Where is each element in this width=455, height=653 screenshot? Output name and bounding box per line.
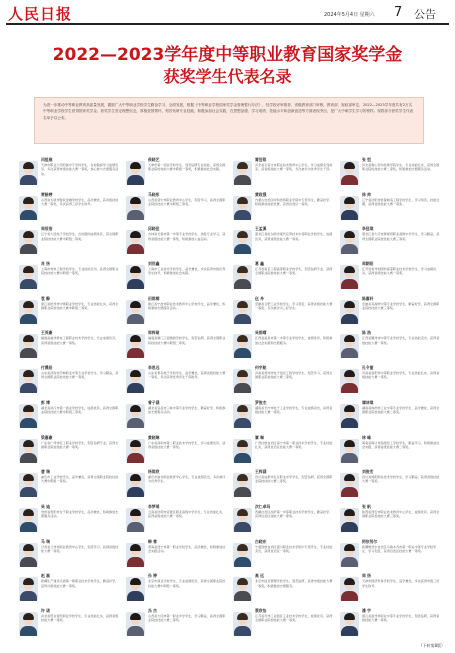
- student-name: 刘世鑫: [148, 261, 160, 267]
- student-bio: 浙江省杭州市中策职业学校学生，专业技能扎实，获得全国职业院校技能大赛中职组二等奖。: [41, 301, 119, 311]
- student-entry: [230, 502, 337, 537]
- student-photo: [233, 161, 252, 185]
- intro-paragraph: 为进一步推动中等职业教育高质量发展，激励广大中等职业学校学生勤奋学习、全面发展，根据《中等职业学校国家奖学金管理暂行办法》，经学校评审推荐、省级教育部门审核，教育部、财政部审定，2022—2023学年度共有2万名中等职业学校学生获得国家奖学金。获奖学生坚定理想信念，厚植爱国情怀，刻苦钻研专业技能，积极参加社会实践，在思想品德、学习成绩、技能水平和创新创造等方面表现突出，是广大中职学生学习的榜样。现将部分获奖学生代表名单予以公布。: [34, 97, 424, 144]
- student-photo: [340, 369, 359, 393]
- student-photo: [233, 334, 252, 358]
- student-name: 刘俊宏: [362, 469, 374, 475]
- student-photo: [126, 612, 145, 636]
- student-entry: [16, 259, 123, 294]
- student-name: 吴 迪: [41, 503, 50, 509]
- student-photo: [233, 196, 252, 220]
- student-entry: [16, 224, 123, 259]
- student-bio: 安徽省芜湖市中等专业学校学生，勤奋好学，获得全国职业院校技能大赛三等奖。: [362, 301, 440, 311]
- student-entry: [337, 224, 444, 259]
- student-entry: [123, 224, 230, 259]
- student-photo: [233, 473, 252, 497]
- student-entry: [123, 606, 230, 641]
- student-name: 阿依努尔: [362, 538, 378, 544]
- student-photo: [19, 334, 38, 358]
- student-bio: 山西省大同市第一职业中学学生，学习勤奋，获得全国职业院校技能大赛二等奖。: [148, 613, 226, 623]
- student-name: 白晓东: [255, 538, 267, 544]
- student-entry: [337, 328, 444, 363]
- student-name: 彭 博: [41, 399, 50, 405]
- student-name: 谭诗琪: [362, 399, 374, 405]
- student-photo: [340, 612, 359, 636]
- student-photo: [19, 577, 38, 601]
- student-bio: 黑龙江省大庆市蒙妮坦职业高级中学学生，学习勤奋，获得全国职业院校技能大赛三等奖。: [362, 232, 440, 241]
- student-bio: 上海市工业技术学校学生，品学兼优，多次获得市级优秀学生称号，积极参加社会实践。: [148, 267, 226, 276]
- student-entry: [230, 433, 337, 468]
- student-photo: [126, 508, 145, 532]
- student-bio: 安徽省合肥工业学校学生，学习刻苦，获得省级技能大赛一等奖，多次被评为三好学生。: [255, 301, 333, 311]
- student-bio: 辽宁省沈阳市装备制造工程学校学生，学习刻苦，技能过硬，获得省级技能大赛一等奖。: [362, 197, 440, 206]
- section-name: 公告: [414, 8, 436, 21]
- student-entry: [230, 537, 337, 572]
- student-bio: 新疆维吾尔自治区乌鲁木齐市第一职业中等专业学校学生，学习刻苦，获得自治区技能大赛一等奖。: [362, 544, 437, 553]
- student-entry: [230, 606, 337, 641]
- student-photo: [19, 265, 38, 289]
- student-name: 何宇航: [255, 365, 267, 371]
- student-entry: [123, 363, 230, 398]
- student-bio: 北京市商业学校学生，专业成绩优异，获得全国职业院校技能大赛中职组一等奖。: [148, 579, 226, 588]
- student-entry: [230, 155, 337, 190]
- student-name: 张 恒: [362, 157, 371, 162]
- student-entry: [123, 502, 230, 537]
- student-bio: 浙江省温州市职业中等专业学校学生，刻苦钻研，获得省级技能大赛一等奖。: [362, 613, 440, 623]
- student-bio: 湖南省株洲市工业中等专业学校学生，品学兼优，获得全国职业院校技能大赛二等奖。: [362, 405, 440, 415]
- headline-line-2: 获奖学生代表名录: [163, 67, 292, 86]
- student-name: 覃 琳: [255, 434, 264, 440]
- student-name: 黄晓琳: [148, 434, 160, 440]
- student-entry: [337, 433, 444, 468]
- student-name: 孔令萱: [362, 365, 374, 371]
- student-name: 曾子涵: [148, 399, 160, 405]
- student-photo: [19, 473, 38, 497]
- student-photo: [126, 230, 145, 254]
- student-entry: [230, 398, 337, 433]
- student-entry: [230, 467, 337, 502]
- student-name: 许 诺: [41, 607, 50, 613]
- issue-date: 2024年5月4日 星期六: [324, 12, 375, 18]
- student-photo: [340, 543, 359, 567]
- continued-note: （下转第8版）: [418, 643, 445, 648]
- student-name: 杨雨欣: [148, 469, 160, 475]
- student-entry: [337, 294, 444, 329]
- student-grid: [16, 155, 444, 641]
- student-photo: [340, 196, 359, 220]
- student-bio: 天津市经济贸易学校学生，品学兼优，多次获得市级三好学生称号。: [362, 579, 440, 588]
- student-name: 周辰浩: [41, 226, 53, 232]
- page-number: 7: [394, 5, 403, 20]
- student-photo: [340, 473, 359, 497]
- student-name: 林 峰: [362, 434, 371, 440]
- student-name: 邱晓佳: [148, 226, 160, 232]
- student-name: 周朝阳: [362, 261, 374, 267]
- student-name: 徐 帅: [362, 191, 371, 197]
- student-bio: 海南省海口市高级技工学校学生，勤奋学习，积极参加社会实践，获得省级技能大赛二等奖。: [362, 440, 440, 449]
- student-name: 罗俊杰: [255, 399, 267, 405]
- student-entry: [337, 398, 444, 433]
- student-entry: [16, 537, 123, 572]
- student-name: 冯 杰: [148, 607, 157, 613]
- student-entry: [337, 155, 444, 190]
- student-photo: [233, 230, 252, 254]
- student-entry: [337, 259, 444, 294]
- student-entry: [123, 398, 230, 433]
- student-entry: [230, 328, 337, 363]
- student-name: 陈嘉轩: [362, 295, 374, 301]
- student-bio: 青海省西宁市第一职业学校学生，品学兼优，积极参加社会实践活动。: [148, 544, 226, 553]
- student-entry: [337, 502, 444, 537]
- student-name: 马 瑞: [41, 538, 50, 544]
- student-photo: [233, 265, 252, 289]
- student-bio: 江苏省苏州工业园区工业技术学校学生，成绩优异，获得全国职业院校技能大赛一等奖。: [255, 613, 333, 623]
- student-photo: [126, 161, 145, 185]
- student-bio: 陕西省西安市职业技术教育中心学生，成绩优异，获得全国职业院校技能大赛三等奖。: [362, 509, 440, 519]
- student-name: 郑梓萌: [148, 330, 160, 336]
- student-bio: 广东省广州市轻工职业学校学生，刻苦钻研专业，获得全国职业院校技能大赛一等奖。: [41, 440, 119, 449]
- student-photo: [126, 404, 145, 428]
- student-entry: [16, 398, 123, 433]
- student-name: 侯晓艺: [148, 157, 160, 162]
- student-bio: 新疆生产建设兵团第一师职业技术学校学生，勤奋好学，获得兵团技能大赛一等奖。: [41, 579, 119, 588]
- student-entry: [230, 190, 337, 225]
- student-name: 梁嘉豪: [41, 434, 53, 440]
- student-bio: 湖北省宜昌市三峡中等专业学校学生，勤奋好学，积极参加志愿服务活动。: [148, 405, 226, 415]
- student-entry: [337, 467, 444, 502]
- student-bio: 河北省邢台现代职业学校学生，专业技能扎实，获得省级技能大赛一等奖。: [41, 613, 119, 623]
- student-entry: [230, 571, 337, 606]
- student-photo: [126, 439, 145, 463]
- student-bio: 河南省郑州市电子信息工程学校学生，刻苦学习，获得全国职业院校技能大赛二等奖。: [255, 371, 333, 380]
- student-name: 周 扬: [362, 573, 371, 579]
- student-bio: 山西省太原市财政金融学校学生，品学兼优，获省级技能大赛一等奖，多次获得三好学生称号。: [41, 197, 119, 206]
- student-photo: [233, 300, 252, 324]
- student-photo: [19, 439, 38, 463]
- student-photo: [19, 196, 38, 220]
- student-name: 孙 婷: [148, 573, 157, 579]
- student-bio: 四川省成都市礼仪职业中学学生，刻苦钻研，获得全国职业院校技能大赛二等奖。: [255, 475, 333, 484]
- student-name: 袁 静: [41, 295, 50, 301]
- student-photo: [126, 577, 145, 601]
- student-bio: 重庆市渝北职业教育中心学生，专业成绩突出，多次被评为优秀学生。: [148, 475, 226, 484]
- student-name: 陈 浩: [362, 330, 371, 336]
- student-entry: [123, 190, 230, 225]
- student-name: 张 帆: [362, 503, 371, 509]
- student-bio: 重庆市工业学校学生，品学兼优，获得全国职业院校技能大赛中职组一等奖。: [41, 475, 119, 484]
- student-bio: 山西省晋中市职业教育中心学生，刻苦学习，获得全国职业院校技能大赛中职组三等奖。: [148, 197, 226, 206]
- student-bio: 宁夏回族自治区银川职业技术学院中专部学生，专业技能突出，获得自治区一等奖。: [255, 544, 333, 553]
- student-name: 肖 扬: [41, 261, 50, 267]
- student-photo: [19, 612, 38, 636]
- student-bio: 河北省唐山劳动技师学院学生，专业技能扎实，获得全国职业院校技能大赛二等奖，积极参加志愿服务活动。: [362, 163, 440, 172]
- student-entry: [16, 433, 123, 468]
- student-entry: [123, 328, 230, 363]
- student-photo: [340, 300, 359, 324]
- student-entry: [16, 571, 123, 606]
- student-photo: [233, 508, 252, 532]
- student-photo: [340, 577, 359, 601]
- student-name: 唐 瑞: [41, 469, 50, 475]
- student-name: 李梦瑶: [148, 503, 160, 509]
- student-name: 王孟溪: [255, 226, 267, 232]
- student-name: 田雨桐: [148, 295, 160, 301]
- student-entry: [230, 363, 337, 398]
- student-bio: 浙江省宁波市职业技术教育中心学校学生，品学兼优，积极参加志愿服务活动。: [148, 301, 226, 311]
- student-entry: [337, 606, 444, 641]
- student-bio: 四川省绵阳职业技术学校学生，学习勤奋，获得省级技能大赛一等奖。: [362, 475, 440, 484]
- student-photo: [233, 543, 252, 567]
- student-bio: 甘肃省兰州市职业教育中心学生，刻苦学习，获得省级技能大赛一等奖。: [41, 544, 119, 553]
- student-photo: [233, 577, 252, 601]
- student-bio: 北京市信息管理学校学生，刻苦钻研，获得市级技能大赛一等奖，积极参加志愿服务。: [255, 579, 333, 588]
- student-entry: [123, 294, 230, 329]
- student-photo: [19, 300, 38, 324]
- student-bio: 广东省深圳市第二职业技术学校学生，学习成绩优异，获得省级技能大赛一等奖。: [148, 440, 226, 449]
- student-bio: 云南省昆明市官渡区职业高级中学学生，专业技能扎实，获得省级技能大赛一等奖。: [148, 509, 226, 519]
- student-bio: 湖北省武汉市第一商业学校学生，成绩优异，获得全国职业院校技能大赛中职组三等奖。: [41, 405, 119, 415]
- student-bio: 福建省厦门工商旅游学校学生，刻苦钻研，获得全国职业院校技能大赛中职组二等奖。: [148, 336, 226, 345]
- student-entry: [337, 571, 444, 606]
- student-photo: [126, 334, 145, 358]
- student-name: 黄政强: [255, 191, 267, 197]
- student-entry: [123, 433, 230, 468]
- student-entry: [16, 294, 123, 329]
- student-name: 王英豪: [41, 330, 53, 336]
- student-bio: 天津市第一商业学校学生，刻苦钻研专业技能，获得全国职业院校技能大赛中职组一等奖，积极参加社会实践。: [148, 163, 226, 172]
- student-photo: [233, 439, 252, 463]
- student-entry: [230, 259, 337, 294]
- student-name: 李思远: [148, 365, 160, 371]
- masthead: [6, 2, 449, 24]
- student-entry: [123, 537, 230, 572]
- student-name: 付晨阳: [41, 365, 53, 371]
- student-bio: 江苏省南京工程高等职业学校学生，刻苦钻研专业，获得全国职业院校技能大赛一等奖。: [255, 267, 333, 276]
- student-photo: [340, 265, 359, 289]
- student-photo: [126, 369, 145, 393]
- student-photo: [340, 161, 359, 185]
- student-bio: 江西省南昌市第一中等专业学校学生，成绩优异，积极参加社会实践和志愿服务。: [255, 336, 333, 345]
- student-bio: 辽宁省大连电子学校学生，在校期间成绩优异，获全国职业院校技能大赛中职组二等奖。: [41, 232, 119, 241]
- student-photo: [233, 612, 252, 636]
- student-entry: [123, 571, 230, 606]
- student-photo: [340, 439, 359, 463]
- student-photo: [126, 473, 145, 497]
- student-bio: 湖南省长沙市电子工业学校学生，专业成绩突出，获得省级技能大赛一等奖。: [255, 405, 333, 415]
- newspaper-logo: 人民日报: [8, 5, 73, 23]
- student-photo: [233, 404, 252, 428]
- student-entry: [337, 537, 444, 572]
- student-photo: [340, 404, 359, 428]
- student-photo: [126, 196, 145, 220]
- student-photo: [19, 369, 38, 393]
- student-bio: 山东省青岛电子学校学生，品学兼优，获得省级技能大赛一等奖，多次获得优秀学生干部称号。: [148, 371, 226, 380]
- student-photo: [19, 508, 38, 532]
- student-name: 马晓彤: [148, 191, 160, 197]
- student-bio: 福建省福州机电工程职业技术学校学生，专业成绩优异，获得省级技能大赛一等奖。: [41, 336, 119, 345]
- student-entry: [16, 502, 123, 537]
- student-entry: [337, 190, 444, 225]
- student-bio: 黑龙江省哈尔滨市现代应用技术中等职业学校学生，成绩优异，获得省级技能大赛一等奖。: [255, 232, 333, 241]
- student-entry: [16, 363, 123, 398]
- student-name: 葛 鑫: [255, 261, 264, 267]
- student-name: 吴雨晴: [255, 330, 267, 336]
- student-photo: [233, 369, 252, 393]
- masthead-rule: [6, 23, 449, 25]
- student-name: 雷佳铭: [255, 157, 267, 162]
- student-photo: [19, 404, 38, 428]
- student-entry: [16, 467, 123, 502]
- student-bio: 河南省洛阳市中等职业学校学生，专业技能扎实，获得省级技能大赛一等奖。: [362, 371, 440, 380]
- student-bio: 西藏自治区拉萨第一中等职业技术学校学生，勤奋好学，获得自治区技能大赛一等奖。: [255, 509, 333, 519]
- student-bio: 江西省赣州市中等专业学校学生，专业技能突出，获得省级技能大赛一等奖。: [362, 336, 440, 345]
- student-entry: [123, 259, 230, 294]
- student-entry: [337, 363, 444, 398]
- student-photo: [340, 508, 359, 532]
- student-name: 伍 舟: [255, 295, 264, 301]
- student-name: 王梓涵: [255, 469, 267, 475]
- student-bio: 贵州省贵阳市女子职业学校学生，品学兼优，积极参加志愿服务活动。: [41, 509, 119, 519]
- student-photo: [340, 230, 359, 254]
- student-bio: 天津市职业大学附属中专学校学生，在校期间学习成绩优异，多次获得市级技能大赛一等奖，热心参与志愿服务活动。: [41, 163, 119, 176]
- student-entry: [16, 155, 123, 190]
- student-photo: [19, 230, 38, 254]
- student-name: 蔡欣怡: [255, 607, 267, 613]
- student-photo: [19, 161, 38, 185]
- student-name: 高 远: [255, 573, 264, 579]
- student-bio: 河北省石家庄市职业技术教育中心学生，学习成绩名列前茅，获省级技能大赛一等奖，多次被评为优秀学生干部。: [255, 163, 333, 172]
- student-name: 赵 磊: [41, 573, 50, 579]
- student-name: 韩 雪: [148, 538, 157, 544]
- headline-line-1: 2022—2023学年度中等职业教育国家奖学金: [52, 45, 403, 65]
- student-photo: [340, 334, 359, 358]
- student-entry: [123, 467, 230, 502]
- student-photo: [126, 543, 145, 567]
- student-bio: 内蒙古自治区呼和浩特职业学院中专部学生，勤奋好学，积极参加技能竞赛，获得自治区一等奖。: [255, 197, 333, 206]
- student-photo: [126, 265, 145, 289]
- student-name: 闫祖维: [41, 157, 53, 162]
- student-name: 次仁卓玛: [255, 503, 271, 509]
- student-entry: [123, 155, 230, 190]
- student-bio: 江苏省常州刘国钧高等职业技术学校学生，学习成绩优异，获得省级技能大赛一等奖。: [362, 267, 437, 276]
- student-entry: [230, 224, 337, 259]
- student-bio: 山东省济南市历城职业中等专业学校学生，学习勤奋，获得全国职业院校技能大赛一等奖。: [41, 371, 119, 380]
- student-name: 贾皓婷: [41, 191, 53, 197]
- student-entry: [16, 190, 123, 225]
- student-entry: [16, 328, 123, 363]
- student-photo: [19, 543, 38, 567]
- student-bio: 上海市材料工程学校学生，专业技能突出，获得全国职业院校技能大赛中职组一等奖。: [41, 267, 119, 276]
- student-entry: [230, 294, 337, 329]
- student-name: 李佳琪: [362, 226, 374, 232]
- student-bio: 吉林省长春市第一中等专业学校学生，热爱专业学习，获得省级技能大赛一等奖，积极参加公益活动。: [148, 232, 226, 241]
- student-bio: 广西壮族自治区南宁市第一职业技术学校学生，专业技能扎实，获得自治区技能大赛一等奖。: [255, 440, 333, 449]
- student-name: 潘 宇: [362, 607, 371, 613]
- student-photo: [126, 300, 145, 324]
- student-entry: [16, 606, 123, 641]
